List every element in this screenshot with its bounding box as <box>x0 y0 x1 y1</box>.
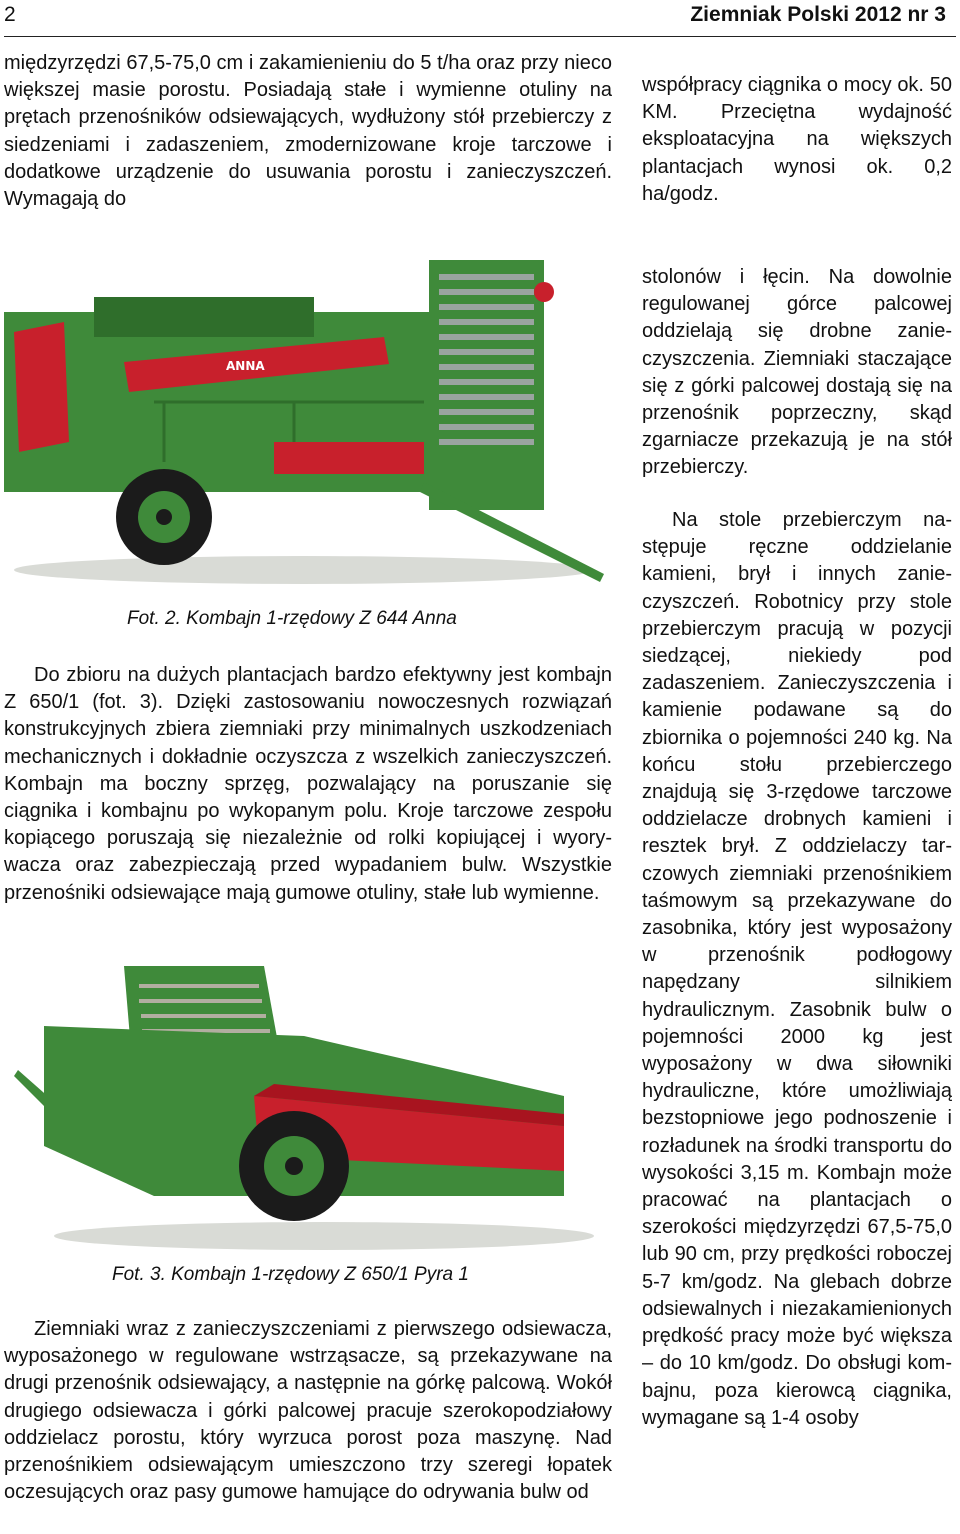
right-paragraph-1: współpracy ciągnika o mocy ok. 50 KM. Przeciętna wydajność eksploatacyjna na większych plantacjach wynosi ok. 0,2 ha/godz. <box>642 74 952 205</box>
photo-sign-text: ANNA <box>226 359 265 373</box>
photo-combine-z644-anna <box>4 252 612 600</box>
journal-title: Ziemniak Polski 2012 nr 3 <box>690 3 946 26</box>
left-paragraph-2: Do zbioru na dużych plantacjach bardzo efektywny jest kombajn Z 650/1 (fot. 3). Dzięki zastosowaniu nowoczesnych rozwiązań konstrukcyjnych zbiera ziemniaki przy minimalnych uszkodzeniach mechanicznych i dokładnie oczyszcza z wszelkich zanieczyszczeń. Kombajn ma boczny sprzęg, pozwalający na poruszanie się ciągnika i kombajnu po wykopanym polu. Kroje tarczowe zespołu kopiącego poruszają się niezależnie od rolki kopiującej i wyorywacza oraz zabezpieczają przed wypadaniem bulw. Wszystkie przenośniki odsiewające mają gumowe otuliny, stałe lub wymienne. <box>4 664 612 904</box>
left-paragraph-1: międzyrzędzi 67,5-75,0 cm i zakamienieniu do 5 t/ha oraz przy nieco większej masie porostu. Posiadają stałe i wymienne otuliny na prętach przenośników odsiewających, wydłużony stół przebierczy z siedzeniami i zadaszeniem, zmodernizowane kroje tarczowe i dodatkowe urządzenie do usuwania porostu i zanieczyszczeń. Wymagają do <box>4 52 612 211</box>
right-paragraph-3: Na stole przebierczym następuje ręczne oddzielanie kamieni, brył i innych zanieczyszczeń. Robotnicy przy stole przebierczym pracują w pozycji siedzącej, niekiedy pod zadaszeniem. Zanieczyszczenia i kamienie podawane są do zbiornika o pojemności 240 kg. Na końcu stołu przebierczego znajdują się 3-rzędowe tarczowe oddzielacze drobnych kamieni i resztek brył. Z oddzielaczy tarczowych ziemniaki przenośnikiem taśmowym są przekazywane do zasobnika, który jest wyposażony w przenośnik podłogowy napędzany silnikiem hydraulicznym. Zasobnik bulw o pojemności 2000 kg jest wyposażony w dwa siłowniki hydrauliczne, które umożliwiają bezstopniowe jego podnoszenie i rozładunek na środki transportu do wysokości 3,15 m. Kombajn może pracować na plantacjach o szerokości międzyrzędzi 67,5-75,0 lub 90 cm, przy prędkości roboczej 5-7 km/godz. Na glebach dobrze odsiewalnych i niezakamienionych prędkość pracy może być większa – do 10 km/godz. Do obsługi kombajnu, poza kierowcą ciągnika, wymagane są 1-4 osoby <box>642 509 952 1429</box>
page-number: 2 <box>4 3 16 26</box>
header-rule <box>4 36 956 37</box>
figure-2-caption: Fot. 2. Kombajn 1-rzędowy Z 644 Anna <box>127 608 457 629</box>
figure-3-caption: Fot. 3. Kombajn 1-rzędowy Z 650/1 Pyra 1 <box>112 1264 469 1285</box>
right-paragraph-2: stolonów i łęcin. Na dowolnie regulowanej górce palcowej oddzielają się drobne zanieczyszczenia. Ziemniaki staczające się z górki palcowej dostają się na przenośnik poprzeczny, skąd zgarniacze przekazują je na stół przebierczy. <box>642 266 952 479</box>
running-header <box>0 0 960 34</box>
photo-combine-z650-pyra <box>4 966 612 1256</box>
left-paragraph-3: Ziemniaki wraz z zanieczyszczeniami z pierwszego odsiewacza, wyposażonego w regulowane wstrząsacze, są przekazywane na drugi przenośnik odsiewający, a następnie na górkę palcową. Wokół drugiego odsiewacza i górki palcowej pracuje szerokopodziałowy oddzielacz porostu, który wyrzuca porost poza maszynę. Nad przenośnikiem odsiewającym umieszczono trzy szeregi łopatek oczesujących oraz pasy gumowe hamujące do odrywania bulw od <box>4 1318 612 1504</box>
